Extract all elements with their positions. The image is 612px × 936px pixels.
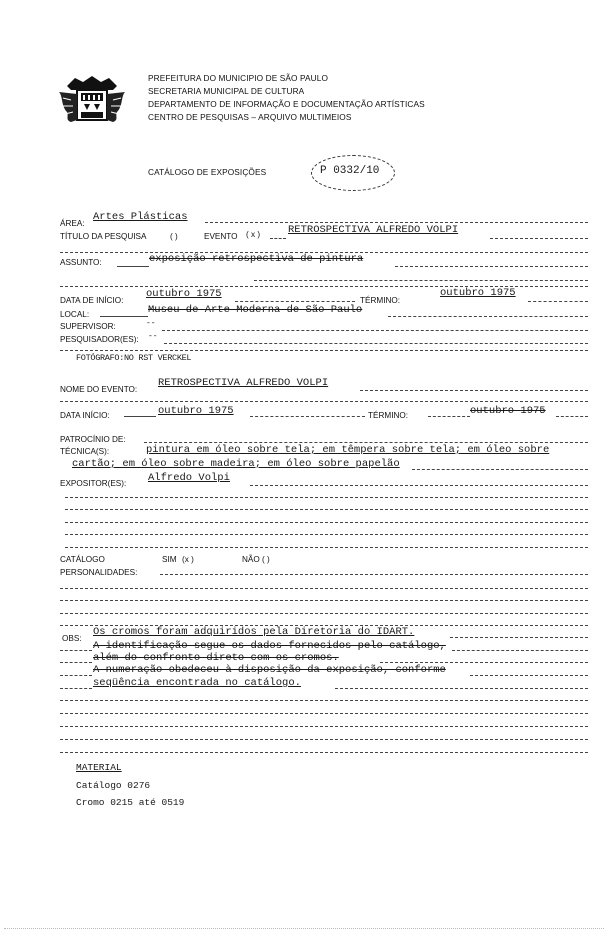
titulo-pesquisa-label: TÍTULO DA PESQUISA [60,232,147,241]
obs-rule-6 [60,700,588,701]
obs-line-4: A numeração obedeceu à disposição da exposição, conforme [93,664,446,676]
obs-rule-2a [60,650,92,651]
nome-evento-label: NOME DO EVENTO: [60,385,138,394]
termino-2-value: outubro 1975 [470,405,546,417]
obs-line-5: seqüência encontrada no catálogo. [93,677,301,689]
personalidades-label: PERSONALIDADES: [60,568,138,577]
tecnicas-label: TÉCNICA(S): [60,447,110,456]
pesquisadores-rule-b [60,350,588,351]
personalidades-rule-4 [60,613,588,614]
assunto-rule-c [254,280,588,281]
data-inicio-rule [235,301,355,302]
obs-rule-5a [60,688,92,689]
local-label: LOCAL: [60,310,90,319]
data-inicio-2-rule-a [124,416,156,417]
expositores-rule-6 [65,547,588,548]
catalogo-sim-checkbox: (x ) [182,555,194,564]
personalidades-rule-3 [60,600,588,601]
nome-evento-rule [360,390,588,391]
evento-label: EVENTO [204,232,238,241]
termino-label: TÉRMINO: [360,296,401,305]
fotografo-note: FOTÓGRAFO:NO RST VERCKEL [76,353,192,363]
obs-rule-3b [380,662,588,663]
scan-noise-line [4,928,604,929]
pesquisadores-value: -- [148,332,158,341]
supervisor-rule [162,330,588,331]
tecnicas-line-2: cartão; em óleo sobre madeira; em óleo sobre papelão [72,458,400,470]
header-line-prefeitura: PREFEITURA DO MUNICIPIO DE SÃO PAULO [148,73,329,83]
data-inicio-2-rule-b [250,416,365,417]
titulo-value: RETROSPECTIVA ALFREDO VOLPI [288,224,459,236]
material-line-catalogo: Catálogo 0276 [76,780,151,791]
assunto-label: ASSUNTO: [60,258,102,267]
local-value: Museu de Arte Moderna de São Paulo [148,304,363,316]
catalog-code: P 0332/10 [320,165,380,177]
obs-rule-8 [60,726,588,727]
city-coat-of-arms-icon [57,76,127,124]
catalogo-label: CATÁLOGO [60,555,105,564]
expositores-rule-4 [65,522,588,523]
obs-rule-2b [452,650,588,651]
obs-rule-4a [60,675,92,676]
obs-rule-1 [450,637,588,638]
pesquisadores-label: PESQUISADOR(ES): [60,335,139,344]
material-title: MATERIAL [76,762,122,773]
obs-rule-4b [470,675,588,676]
tecnicas-line-1: pintura em óleo sobre tela; em têmpera sobre tela; em óleo sobre [146,444,550,456]
data-inicio-label: DATA DE INÍCIO: [60,296,124,305]
assunto-rule-a [117,266,149,267]
expositores-rule-5 [65,534,588,535]
header-line-centro: CENTRO DE PESQUISAS – ARQUIVO MULTIMEIOS [148,112,352,122]
obs-rule-9 [60,739,588,740]
nome-evento-rule-b [60,401,588,402]
obs-line-1: Os cromos foram adquiridos pela Diretoria do IDART. [93,626,415,638]
area-rule [205,222,588,223]
obs-rule-5b [335,688,588,689]
termino-2-label: TÉRMINO: [368,411,409,420]
personalidades-rule [160,574,588,575]
area-value: Artes Plásticas [93,211,188,223]
obs-rule-7 [60,713,588,714]
expositores-value: Alfredo Volpi [148,472,230,484]
tecnicas-rule [412,469,588,470]
patrocinio-label: PATROCÍNIO DE: [60,435,126,444]
assunto-rule-b [395,266,588,267]
local-rule-b [388,316,588,317]
data-inicio-2-value: outubro 1975 [158,405,234,417]
catalogo-sim-label: SIM [162,555,177,564]
obs-rule-10 [60,752,588,753]
obs-line-2: A identificação segue os dados fornecidos pelo catálogo, [93,640,446,652]
titulo-rule-a [270,238,286,239]
titulo-rule-b [490,238,588,239]
expositores-label: EXPOSITOR(ES): [60,479,127,488]
catalogo-nao-checkbox: ( ) [262,555,270,564]
obs-rule-3a [60,662,92,663]
personalidades-rule-2 [60,588,588,589]
expositores-rule [250,485,588,486]
termino-value: outubro 1975 [440,287,516,299]
assunto-value: exposição retrospectiva de pintura [149,253,364,265]
termino-rule [528,301,588,302]
termino-2-rule-a [428,416,470,417]
obs-label: OBS: [62,634,82,643]
material-line-cromo: Cromo 0215 até 0519 [76,797,185,808]
pesquisa-checkbox: ( ) [170,232,178,241]
supervisor-label: SUPERVISOR: [60,322,116,331]
nome-evento-value: RETROSPECTIVA ALFREDO VOLPI [158,377,329,389]
header-line-secretaria: SECRETARIA MUNICIPAL DE CULTURA [148,86,305,96]
expositores-rule-3 [65,509,588,510]
header-line-departamento: DEPARTAMENTO DE INFORMAÇÃO E DOCUMENTAÇÃO ARTÍSTICAS [148,99,425,109]
evento-checkbox: ( x ) [246,230,261,239]
pesquisadores-rule [164,343,588,344]
data-inicio-2-label: DATA INÍCIO: [60,411,110,420]
catalog-title: CATÁLOGO DE EXPOSIÇÕES [148,167,267,177]
obs-line-3: além do confronto direto com os cromos. [93,652,339,664]
catalogo-nao-label: NÃO [242,555,260,564]
expositores-rule-2 [65,497,588,498]
area-label: ÁREA: [60,219,85,228]
local-rule-a [100,316,148,317]
data-inicio-value: outubro 1975 [146,288,222,300]
termino-2-rule-b [556,416,588,417]
patrocinio-rule [144,442,588,443]
supervisor-value: -- [146,319,156,328]
